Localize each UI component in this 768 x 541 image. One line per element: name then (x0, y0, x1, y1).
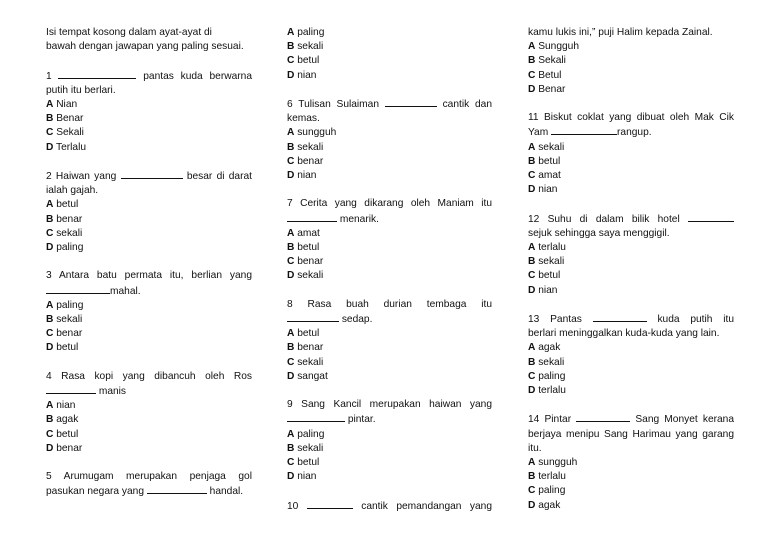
question-line (46, 470, 252, 484)
question-block (46, 69, 252, 155)
question-line (46, 69, 252, 84)
option-letter: C (46, 127, 54, 139)
answer-blank (46, 284, 110, 294)
option-letter: A (46, 299, 54, 311)
option-letter: B (528, 471, 536, 483)
question-line (287, 312, 492, 327)
question-block (287, 499, 492, 514)
answer-option (46, 112, 252, 126)
option-letter: B (528, 55, 536, 67)
option-letter: C (46, 328, 54, 340)
option-text: terlalu (538, 242, 566, 254)
option-letter: D (528, 184, 536, 196)
answer-option (528, 384, 734, 398)
question-text: kamu lukis ini,” puji Halim kepada Zainal. (528, 27, 713, 38)
question-text: 11 Biskut coklat yang dibuat oleh Mak Cik (528, 112, 734, 124)
option-letter: A (528, 242, 536, 254)
option-letter: B (46, 314, 54, 326)
answer-option (528, 141, 734, 155)
option-letter: D (46, 342, 54, 354)
question-block (287, 97, 492, 183)
option-text: nian (297, 471, 317, 483)
column-2 (287, 26, 492, 528)
answer-option (287, 356, 492, 370)
question-text: berlari meninggalkan kuda-kuda yang lain. (528, 328, 720, 340)
option-letter: C (46, 428, 54, 440)
option-text: betul (56, 428, 79, 440)
answer-option (287, 456, 492, 470)
answer-option (46, 428, 252, 442)
column-3 (528, 26, 734, 527)
option-letter: B (528, 356, 536, 368)
question-text: pintar. (345, 414, 376, 426)
question-text: cantik dan (436, 99, 492, 110)
answer-option (287, 327, 492, 341)
option-text: sekali (56, 227, 83, 239)
question-line (287, 398, 492, 412)
answer-option (287, 69, 492, 83)
option-text: nian (297, 170, 317, 182)
option-text: paling (297, 428, 325, 440)
option-letter: D (287, 370, 295, 382)
option-letter: A (287, 428, 295, 440)
question-text: ialah gajah. (46, 185, 99, 197)
question-block (287, 298, 492, 384)
answer-blank (46, 384, 96, 394)
option-text: Terlalu (56, 141, 87, 153)
question-text: 8 Rasa buah durian tembaga itu (287, 298, 492, 310)
option-text: Sekali (56, 127, 84, 139)
answer-option (528, 183, 734, 197)
option-text: amat (538, 170, 561, 182)
option-letter: D (528, 83, 536, 95)
answer-option (528, 40, 734, 54)
option-text: sekali (297, 442, 324, 454)
question-line (46, 370, 252, 384)
option-text: betul (297, 457, 320, 469)
answer-option (46, 98, 252, 112)
option-letter: C (528, 485, 536, 497)
answer-blank (287, 212, 337, 222)
option-letter: C (287, 356, 295, 368)
option-text: benar (297, 342, 324, 354)
instruction-block (46, 26, 252, 54)
option-letter: A (46, 400, 54, 412)
answer-option (46, 341, 252, 355)
question-text: 4 Rasa kopi yang dibancuh oleh Ros (46, 370, 252, 382)
question-line (287, 97, 492, 112)
option-text: agak (56, 414, 79, 426)
option-text: sekali (297, 41, 324, 53)
question-text: kemas. (287, 113, 320, 125)
option-text: sekali (56, 314, 83, 326)
question-line (287, 412, 492, 427)
answer-option (528, 54, 734, 68)
option-letter: B (528, 256, 536, 268)
option-letter: C (287, 155, 295, 167)
question-text: 5 Arumugam merupakan penjaga gol (46, 471, 252, 483)
question-block (46, 269, 252, 355)
option-text: sekali (538, 141, 565, 153)
option-letter: B (46, 414, 54, 426)
question-text: berjaya menipu Sang Harimau yang garang (528, 428, 734, 440)
option-text: benar (297, 155, 324, 167)
option-letter: A (287, 127, 295, 139)
question-line (46, 269, 252, 283)
option-letter: B (287, 141, 295, 153)
option-letter: A (528, 41, 536, 53)
answer-option (287, 155, 492, 169)
option-text: sungguh (297, 127, 337, 139)
answer-option (528, 69, 734, 83)
question-text: besar di darat (182, 171, 252, 182)
answer-option (46, 313, 252, 327)
answer-option (287, 126, 492, 140)
answer-option (287, 241, 492, 255)
option-letter: B (287, 242, 295, 254)
option-letter: C (528, 270, 536, 282)
option-letter: C (287, 457, 295, 469)
question-line (528, 428, 734, 442)
question-text: mahal. (110, 285, 141, 297)
option-text: Betul (538, 69, 562, 81)
question-line (46, 284, 252, 299)
question-text: 2 Haiwan yang (46, 171, 121, 182)
question-line (528, 412, 734, 427)
question-block (528, 111, 734, 197)
option-text: Sungguh (538, 41, 579, 53)
option-text: paling (56, 242, 84, 254)
answer-blank (576, 412, 630, 422)
answer-option (528, 370, 734, 384)
column-1 (46, 26, 252, 514)
question-text: 13 Pantas (528, 314, 593, 326)
question-line (46, 484, 252, 499)
answer-option (528, 470, 734, 484)
option-letter: B (287, 442, 295, 454)
question-text: 3 Antara batu permata itu, berlian yang (46, 270, 252, 282)
question-line (528, 312, 734, 327)
question-line (287, 499, 492, 514)
question-line (287, 298, 492, 312)
answer-option (46, 198, 252, 212)
option-letter: C (287, 55, 295, 67)
question-text: Sang Monyet kerana (630, 414, 735, 426)
question-block (287, 26, 492, 83)
question-line (528, 442, 734, 456)
option-text: benar (56, 328, 83, 340)
option-text: betul (56, 199, 79, 211)
question-line (46, 84, 252, 98)
answer-option (46, 213, 252, 227)
option-text: agak (538, 342, 561, 354)
question-block (46, 169, 252, 255)
answer-option (287, 255, 492, 269)
option-text: amat (297, 227, 320, 239)
question-text: manis (96, 386, 127, 398)
option-text: benar (56, 213, 83, 225)
answer-option (287, 341, 492, 355)
option-letter: B (46, 213, 54, 225)
option-text: paling (297, 27, 325, 38)
option-text: paling (538, 485, 566, 497)
answer-blank (58, 69, 136, 79)
question-line (287, 112, 492, 126)
option-text: paling (56, 299, 84, 311)
option-text: sekali (297, 270, 324, 282)
option-letter: A (528, 342, 536, 354)
question-line (528, 327, 734, 341)
answer-option (528, 155, 734, 169)
option-letter: B (528, 155, 536, 167)
option-letter: D (46, 242, 54, 254)
question-line (287, 197, 492, 211)
instruction-line: bawah dengan jawapan yang paling sesuai. (46, 41, 244, 53)
option-letter: C (528, 170, 536, 182)
answer-blank (147, 484, 207, 494)
option-text: paling (538, 370, 566, 382)
question-text: 10 (287, 500, 307, 512)
option-letter: A (287, 227, 295, 239)
answer-option (528, 484, 734, 498)
option-letter: D (46, 141, 54, 153)
question-number: 1 (46, 70, 52, 82)
option-letter: C (528, 69, 536, 81)
option-text: nian (538, 284, 558, 296)
answer-option (287, 470, 492, 484)
question-text: sejuk sehingga saya menggigil. (528, 227, 670, 239)
answer-option (528, 169, 734, 183)
question-line (528, 125, 734, 140)
answer-option (528, 499, 734, 513)
question-line (528, 111, 734, 125)
question-line (46, 169, 252, 184)
option-letter: A (46, 99, 54, 110)
option-text: sekali (297, 141, 324, 153)
option-text: sekali (538, 256, 565, 268)
option-letter: C (287, 256, 295, 268)
answer-option (46, 299, 252, 313)
option-text: betul (297, 242, 320, 254)
option-letter: B (287, 41, 295, 53)
answer-option (287, 370, 492, 384)
option-text: betul (297, 55, 320, 67)
option-letter: D (287, 170, 295, 182)
question-block (287, 398, 492, 484)
answer-option (46, 399, 252, 413)
answer-option (528, 83, 734, 97)
option-text: Sekali (538, 55, 566, 67)
answer-blank (121, 169, 183, 179)
answer-option (287, 169, 492, 183)
option-letter: D (528, 385, 536, 397)
option-text: benar (56, 442, 83, 454)
answer-option (46, 141, 252, 155)
option-text: sangat (297, 370, 328, 382)
option-text: benar (297, 256, 324, 268)
answer-option (46, 442, 252, 456)
answer-option (528, 456, 734, 470)
question-text: 12 Suhu di dalam bilik hotel (528, 213, 688, 225)
option-letter: C (46, 227, 54, 239)
question-block (528, 212, 734, 298)
answer-blank (593, 312, 647, 322)
option-letter: A (287, 328, 295, 340)
option-text: Nian (56, 99, 78, 110)
option-letter: A (528, 457, 536, 469)
question-line (528, 227, 734, 241)
option-text: Benar (56, 113, 84, 125)
answer-option (528, 284, 734, 298)
question-block (528, 312, 734, 398)
option-letter: A (287, 27, 295, 38)
answer-option (46, 413, 252, 427)
option-letter: A (46, 199, 54, 211)
answer-option (528, 241, 734, 255)
answer-option (528, 356, 734, 370)
question-text: pantas kuda berwarna (136, 70, 252, 82)
answer-option (46, 241, 252, 255)
answer-option (528, 269, 734, 283)
option-letter: C (528, 370, 536, 382)
question-block (46, 370, 252, 456)
question-text: kuda putih itu (646, 314, 734, 326)
question-line (46, 384, 252, 399)
answer-option (287, 442, 492, 456)
answer-blank (307, 499, 353, 509)
option-letter: B (46, 113, 54, 125)
option-text: sekali (297, 356, 324, 368)
question-text: 9 Sang Kancil merupakan haiwan yang (287, 399, 492, 411)
option-text: betul (297, 328, 320, 340)
answer-option (528, 341, 734, 355)
answer-blank (551, 125, 617, 135)
option-text: nian (297, 69, 317, 81)
answer-option (287, 54, 492, 68)
option-text: Benar (538, 83, 566, 95)
answer-blank (688, 212, 734, 222)
option-letter: D (528, 499, 536, 511)
option-text: betul (56, 342, 79, 354)
question-text: putih itu berlari. (46, 84, 116, 96)
question-text: menarik. (337, 213, 379, 225)
answer-option (46, 227, 252, 241)
answer-option (287, 40, 492, 54)
question-text: 7 Cerita yang dikarang oleh Maniam itu (287, 198, 492, 210)
option-letter: A (528, 141, 536, 153)
question-block (528, 412, 734, 512)
answer-option (46, 126, 252, 140)
question-line (287, 212, 492, 227)
answer-option (287, 141, 492, 155)
answer-blank (385, 97, 437, 107)
question-text: pasukan negara yang (46, 486, 147, 498)
question-text: rangup. (617, 127, 652, 139)
answer-blank (287, 412, 345, 422)
question-block (287, 197, 492, 283)
option-letter: D (287, 69, 295, 81)
option-text: nian (56, 400, 76, 412)
answer-option (287, 26, 492, 40)
option-text: nian (538, 184, 558, 196)
answer-blank (287, 312, 339, 322)
option-letter: D (287, 270, 295, 282)
answer-option (528, 255, 734, 269)
option-text: betul (538, 270, 561, 282)
option-text: terlalu (538, 385, 566, 397)
answer-option (287, 227, 492, 241)
question-line (528, 26, 734, 40)
option-text: terlalu (538, 471, 566, 483)
option-text: agak (538, 499, 561, 511)
question-block (528, 26, 734, 97)
option-letter: D (528, 284, 536, 296)
answer-option (46, 327, 252, 341)
question-text: handal. (206, 486, 244, 498)
option-text: betul (538, 155, 561, 167)
option-letter: D (287, 471, 295, 483)
question-line (46, 184, 252, 198)
option-letter: D (46, 442, 54, 454)
question-text: 14 Pintar (528, 414, 577, 426)
question-text: cantik pemandangan yang (352, 500, 492, 512)
question-line (528, 212, 734, 227)
question-text: sedap. (339, 314, 373, 326)
answer-option (287, 428, 492, 442)
question-text: Yam (528, 127, 552, 139)
question-text: 6 Tulisan Sulaiman (287, 99, 385, 110)
option-letter: B (287, 342, 295, 354)
instruction-line: Isi tempat kosong dalam ayat-ayat di (46, 27, 212, 38)
question-text: itu. (528, 442, 542, 454)
option-text: sekali (538, 356, 565, 368)
option-text: sungguh (538, 457, 578, 469)
answer-option (287, 269, 492, 283)
question-block (46, 470, 252, 499)
